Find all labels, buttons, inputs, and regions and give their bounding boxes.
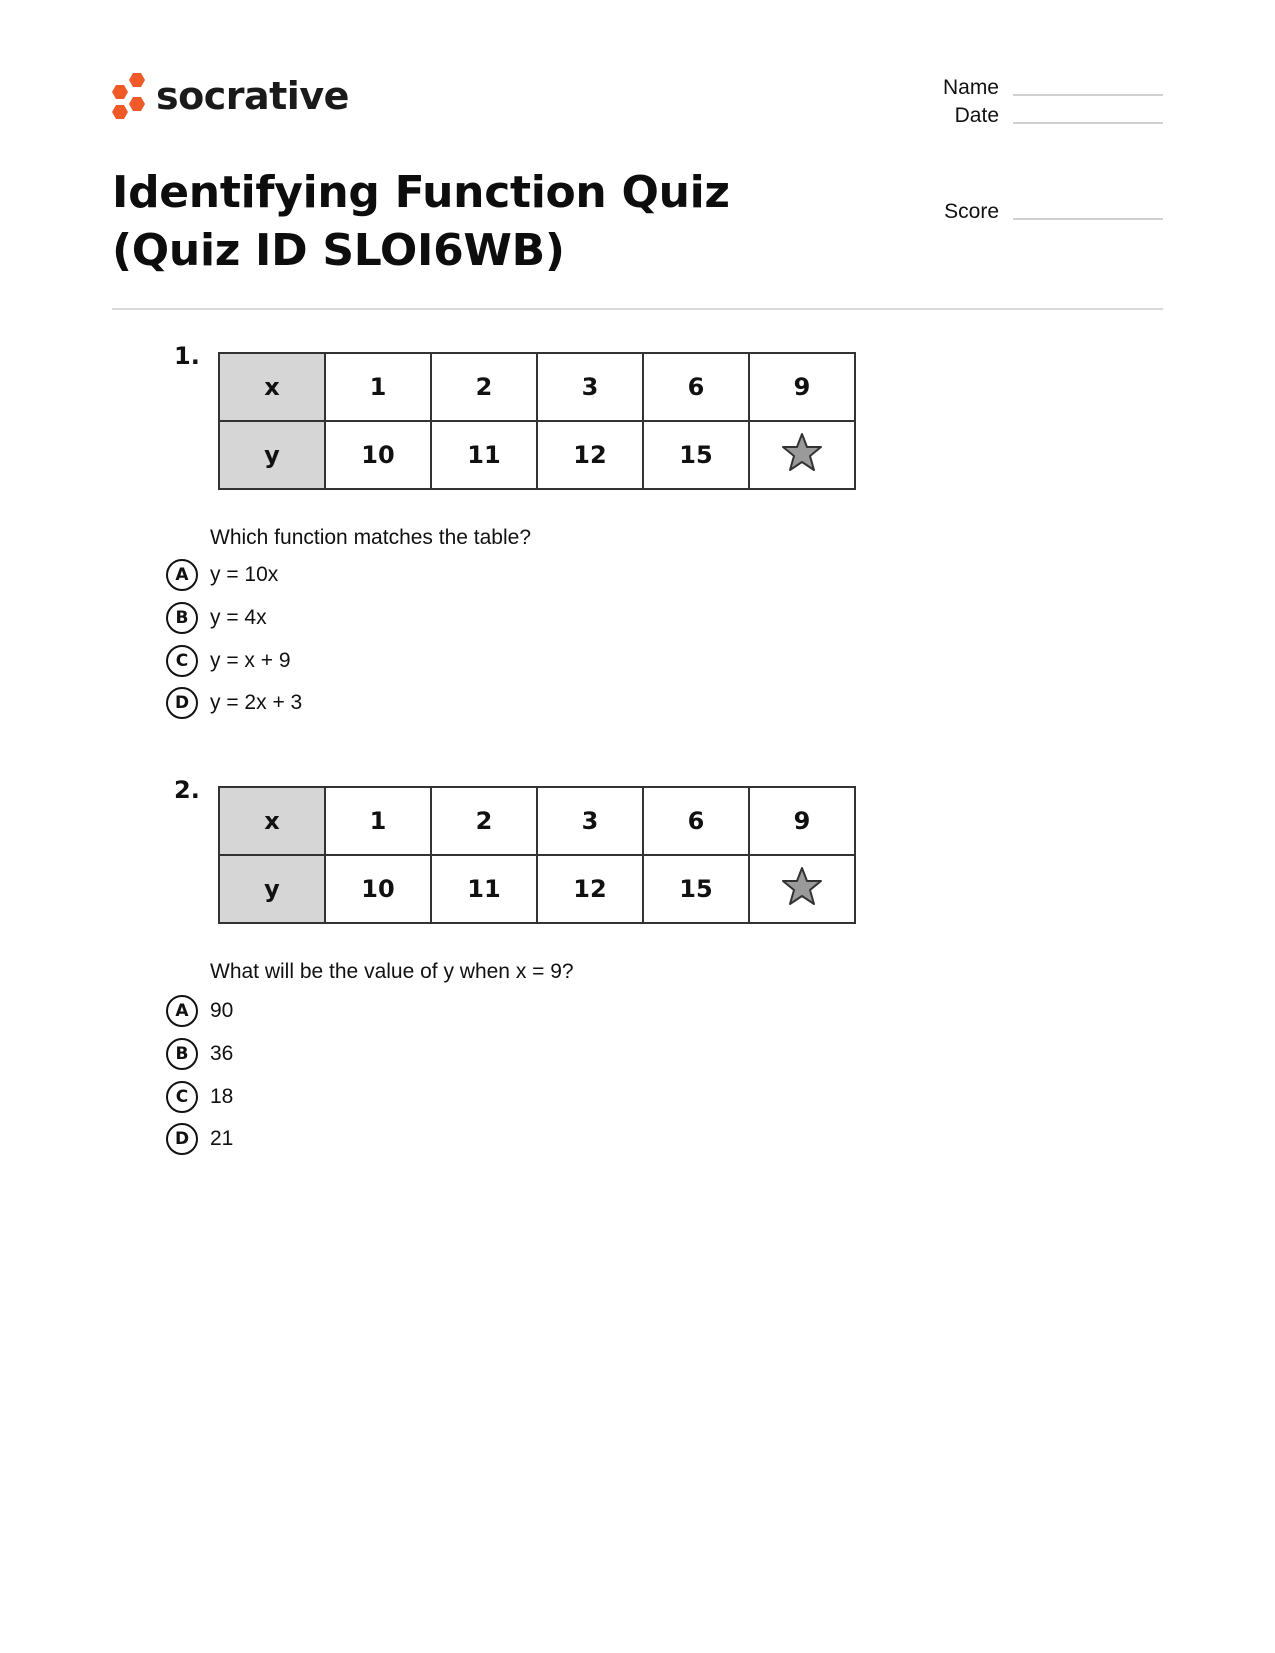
choice-c[interactable] xyxy=(166,645,291,677)
name-label: Name xyxy=(942,76,999,99)
choice-text: y = x + 9 xyxy=(210,649,291,672)
x-row xyxy=(219,787,855,855)
y-cell: 11 xyxy=(431,421,537,489)
star-icon xyxy=(781,432,823,472)
y-header: y xyxy=(219,421,325,489)
x-header: x xyxy=(219,787,325,855)
x-cell: 6 xyxy=(643,353,749,421)
question-number: 2. xyxy=(174,776,200,804)
x-cell: 1 xyxy=(325,353,431,421)
date-line[interactable] xyxy=(1013,121,1163,124)
choice-letter-badge[interactable]: A xyxy=(166,559,198,591)
y-cell: 15 xyxy=(643,855,749,923)
score-line[interactable] xyxy=(1013,217,1163,220)
y-cell: 10 xyxy=(325,421,431,489)
choice-c[interactable] xyxy=(166,1081,233,1113)
choice-letter-badge[interactable]: C xyxy=(166,1081,198,1113)
function-table xyxy=(218,352,856,490)
x-header: x xyxy=(219,353,325,421)
x-cell: 9 xyxy=(749,787,855,855)
x-row xyxy=(219,353,855,421)
function-table xyxy=(218,786,856,924)
date-field[interactable] xyxy=(903,104,1163,128)
question-prompt: Which function matches the table? xyxy=(210,526,532,549)
choice-a[interactable] xyxy=(166,559,278,591)
header-divider xyxy=(112,308,1163,310)
x-cell: 2 xyxy=(431,353,537,421)
choice-letter-badge[interactable]: B xyxy=(166,1038,198,1070)
y-cell: 12 xyxy=(537,855,643,923)
question-number: 1. xyxy=(174,342,200,370)
name-line[interactable] xyxy=(1013,93,1163,96)
star-icon xyxy=(781,866,823,906)
choice-letter-badge[interactable]: C xyxy=(166,645,198,677)
date-label: Date xyxy=(954,104,999,127)
page-title: Identifying Function Quiz (Quiz ID SLOI6WB) xyxy=(112,167,730,276)
choice-text: y = 2x + 3 xyxy=(210,691,303,714)
choice-letter-badge[interactable]: D xyxy=(166,687,198,719)
y-row xyxy=(219,421,855,489)
choice-letter-badge[interactable]: B xyxy=(166,602,198,634)
choice-text: 90 xyxy=(210,999,234,1022)
score-field[interactable] xyxy=(903,200,1163,224)
choice-text: 18 xyxy=(210,1085,234,1108)
x-cell: 3 xyxy=(537,353,643,421)
x-cell: 6 xyxy=(643,787,749,855)
choice-b[interactable] xyxy=(166,1038,233,1070)
y-cell: 10 xyxy=(325,855,431,923)
y-cell: 11 xyxy=(431,855,537,923)
choice-d[interactable] xyxy=(166,687,302,719)
choice-letter-badge[interactable]: D xyxy=(166,1123,198,1155)
y-cell-unknown xyxy=(749,421,855,489)
score-label: Score xyxy=(944,200,999,223)
x-cell: 9 xyxy=(749,353,855,421)
choice-text: y = 4x xyxy=(210,606,267,629)
x-cell: 2 xyxy=(431,787,537,855)
choice-letter-badge[interactable]: A xyxy=(166,995,198,1027)
y-cell: 12 xyxy=(537,421,643,489)
x-cell: 3 xyxy=(537,787,643,855)
x-cell: 1 xyxy=(325,787,431,855)
brand-name: socrative xyxy=(156,74,349,118)
choice-text: 21 xyxy=(210,1127,234,1150)
name-field[interactable] xyxy=(903,76,1163,100)
choice-a[interactable] xyxy=(166,995,233,1027)
choice-text: 36 xyxy=(210,1042,234,1065)
choice-d[interactable] xyxy=(166,1123,233,1155)
choice-text: y = 10x xyxy=(210,563,279,586)
y-cell-unknown xyxy=(749,855,855,923)
hexagon-cluster-icon xyxy=(110,72,148,120)
question-prompt: What will be the value of y when x = 9? xyxy=(210,960,574,983)
choice-b[interactable] xyxy=(166,602,267,634)
y-cell: 15 xyxy=(643,421,749,489)
y-header: y xyxy=(219,855,325,923)
y-row xyxy=(219,855,855,923)
socrative-logo xyxy=(110,72,349,120)
